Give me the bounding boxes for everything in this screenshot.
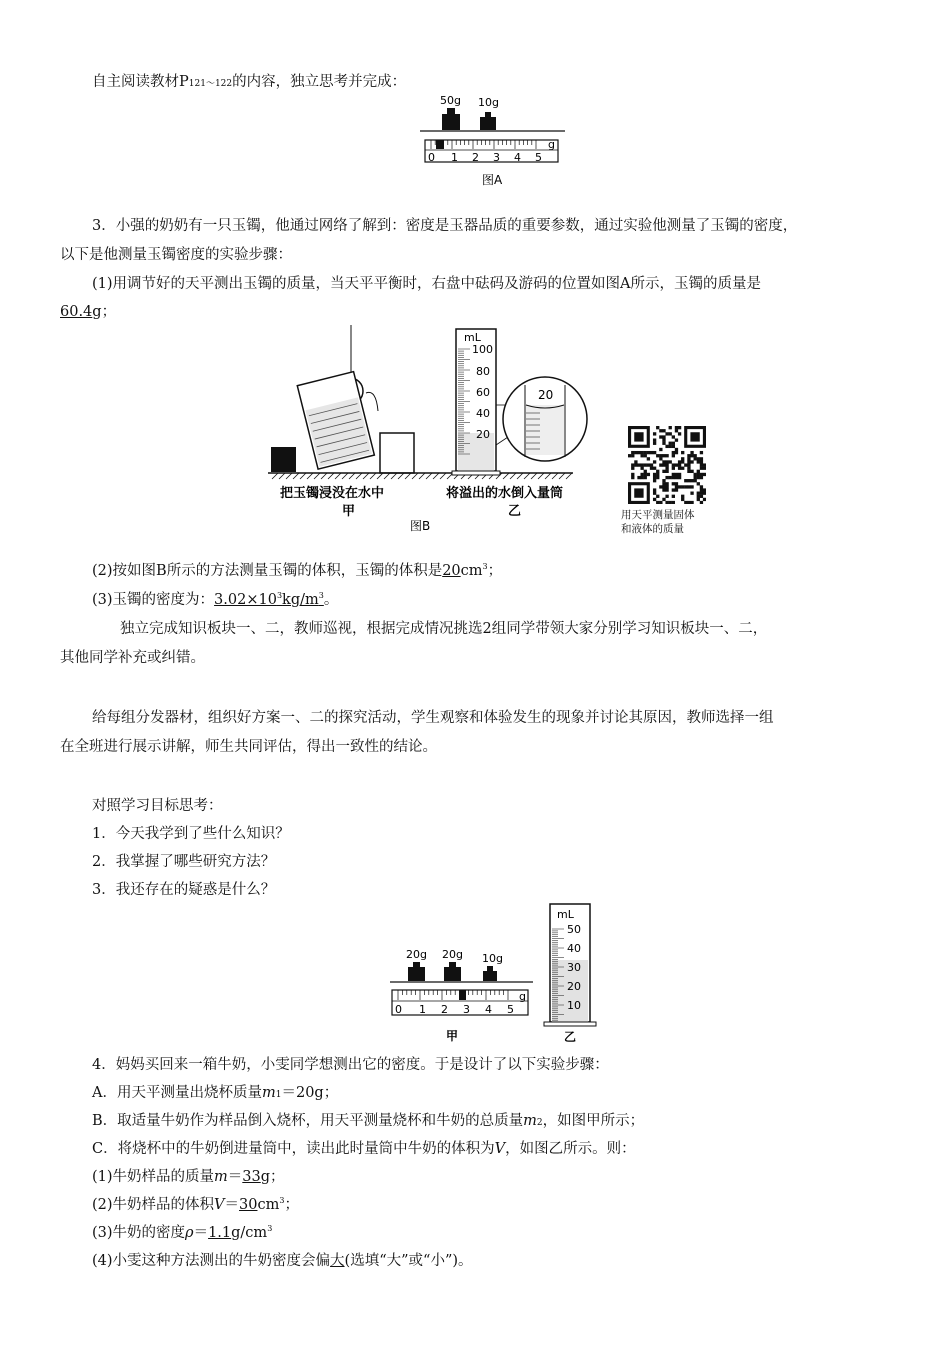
qr-code-icon — [628, 426, 706, 504]
rider-icon — [436, 140, 444, 149]
answer-blank: 20 — [442, 563, 461, 579]
zoom-value: 20 — [538, 388, 554, 402]
para1-line2: 其他同学补充或纠错。 — [60, 650, 205, 666]
unit-label: g — [548, 138, 555, 151]
weight-10g-icon — [480, 112, 496, 130]
q4-step-b: B．取适量牛奶作为样品倒入烧杯，用天平测量烧杯和牛奶的总质量m2，如图甲所示； — [92, 1113, 645, 1129]
qr-caption: 用天平测量固体 和液体的质量 — [621, 509, 695, 535]
q4-step-a: A．用天平测量出烧杯质量m1＝20g； — [92, 1085, 339, 1101]
figure-b-caption: 图B — [410, 519, 431, 533]
weight-label: 20g — [442, 948, 463, 961]
weight-50g-icon — [442, 108, 460, 130]
tick-label: 1 — [451, 151, 458, 164]
answer-blank: 1.1 — [208, 1225, 232, 1241]
cylinder-tick: 10 — [567, 999, 581, 1012]
tick-label: 3 — [463, 1003, 470, 1016]
label-yi: 乙 — [508, 504, 522, 519]
cylinder-unit: mL — [464, 331, 481, 344]
figure-b-volume — [268, 325, 593, 535]
beaker-icon — [380, 433, 414, 473]
cylinder-tick: 40 — [476, 407, 490, 420]
rider-icon — [459, 990, 466, 1000]
weight-label: 10g — [478, 96, 499, 109]
label-immerse: 把玉镯浸没在水中 — [280, 486, 385, 501]
answer-blank: 60.4 — [60, 304, 93, 320]
cylinder-tick: 60 — [476, 386, 490, 399]
cylinder-unit: mL — [557, 908, 574, 921]
weight-20g-icon — [449, 962, 456, 967]
q3-part1-answer-line: 60.4g； — [60, 304, 117, 320]
label-jia: 甲 — [446, 1029, 459, 1043]
para1-line1: 独立完成知识板块一、二，教师巡视，根据完成情况挑选2组同学带领大家分别学习知识板块一、二， — [120, 621, 768, 637]
q4-sub4: (4)小雯这种方法测出的牛奶密度会偏大(选填“大”或“小”)。 — [92, 1253, 473, 1269]
para2-line1: 给每组分发器材，组织好方案一、二的探究活动，学生观察和体验发生的现象并讨论其原因，教师选择一组 — [92, 710, 774, 726]
figure-q4-balance — [388, 940, 536, 1045]
unit-label: g — [519, 990, 526, 1003]
weight-label: 10g — [482, 952, 503, 965]
block-icon — [271, 447, 296, 472]
cylinder-tick: 30 — [567, 961, 581, 974]
reflect-item: 3．我还存在的疑惑是什么？ — [92, 882, 276, 898]
cylinder-tick: 100 — [472, 343, 493, 356]
answer-blank: 33 — [242, 1169, 261, 1185]
cylinder-tick: 20 — [476, 428, 490, 441]
q3-part1-line: (1)用调节好的天平测出玉镯的质量，当天平平衡时，右盘中砝码及游码的位置如图A所示，玉镯的质量是 — [92, 276, 762, 292]
q4-sub1: (1)牛奶样品的质量m＝33g； — [92, 1169, 285, 1185]
tick-label: 5 — [507, 1003, 514, 1016]
q4-sub3: (3)牛奶的密度$\rho=1.1g/cm^3$ — [92, 1224, 273, 1241]
answer-blank: $3.02\times 10^3kg/m^3$ — [214, 591, 324, 608]
intro-line: 自主阅读教材P121～122的内容，独立思考并完成： — [92, 74, 407, 90]
measuring-cylinder-icon — [452, 329, 500, 475]
tick-label: 0 — [395, 1003, 402, 1016]
tick-label: 3 — [493, 151, 500, 164]
figure-a-balance — [420, 92, 565, 190]
tick-label: 2 — [441, 1003, 448, 1016]
q3-stem-line2: 以下是他测量玉镯密度的实验步骤： — [60, 247, 292, 263]
tick-label: 1 — [419, 1003, 426, 1016]
tick-label: 2 — [472, 151, 479, 164]
q3-part3-line: (3)玉镯的密度为：$3.02\times 10^3kg/m^3$。 — [92, 591, 339, 608]
weight-label: 20g — [406, 948, 427, 961]
answer-blank: 30 — [239, 1197, 258, 1213]
tick-label: 4 — [485, 1003, 492, 1016]
q4-stem: 4．妈妈买回来一箱牛奶，小雯同学想测出它的密度。于是设计了以下实验步骤： — [92, 1057, 609, 1073]
weight-10g-icon — [487, 966, 493, 971]
label-pour: 将溢出的水倒入量筒 — [446, 486, 564, 501]
q4-step-c: C．将烧杯中的牛奶倒进量筒中，读出此时量筒中牛奶的体积为V，如图乙所示。则： — [92, 1141, 636, 1157]
q3-part2-line: (2)按如图B所示的方法测量玉镯的体积，玉镯的体积是$20cm^3$； — [92, 562, 503, 579]
label-jia: 甲 — [342, 504, 356, 519]
tick-label: 5 — [535, 151, 542, 164]
cylinder-tick: 20 — [567, 980, 581, 993]
zoom-circle — [503, 377, 587, 461]
figure-a-caption: 图A — [482, 173, 503, 187]
figure-q4-cylinder — [540, 900, 602, 1046]
weight-20g-icon — [413, 962, 420, 967]
para2-line2: 在全班进行展示讲解，师生共同评估，得出一致性的结论。 — [60, 739, 437, 755]
q3-stem-line1: 3．小强的奶奶有一只玉镯，他通过网络了解到：密度是玉器品质的重要参数，通过实验他测量了玉镯的密度， — [92, 218, 798, 234]
reflect-item: 1．今天我学到了些什么知识？ — [92, 826, 290, 842]
tick-label: 0 — [428, 151, 435, 164]
weight-label: 50g — [440, 94, 461, 107]
cylinder-tick: 50 — [567, 923, 581, 936]
answer-blank: 大 — [330, 1253, 345, 1269]
q4-sub2: (2)牛奶样品的体积$V=30cm^3$； — [92, 1196, 299, 1213]
cylinder-tick: 80 — [476, 365, 490, 378]
label-yi: 乙 — [564, 1030, 577, 1044]
cylinder-tick: 40 — [567, 942, 581, 955]
tick-label: 4 — [514, 151, 521, 164]
reflect-item: 2．我掌握了哪些研究方法？ — [92, 854, 276, 870]
reflect-heading: 对照学习目标思考： — [92, 798, 223, 814]
